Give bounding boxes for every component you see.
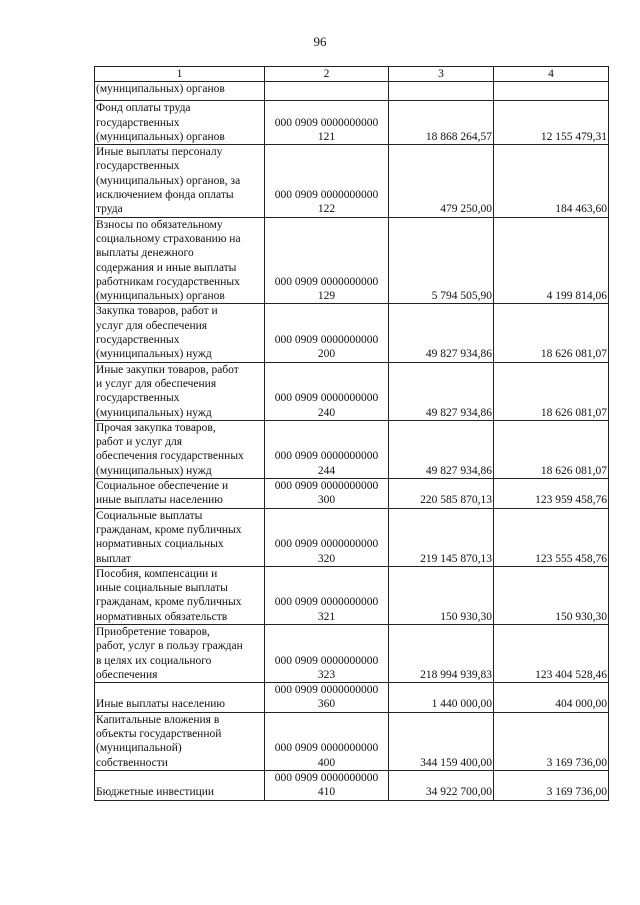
table-row bbox=[95, 624, 609, 682]
row-col4: 18 626 081,07 bbox=[494, 304, 609, 362]
row-col4: 18 626 081,07 bbox=[494, 362, 609, 420]
row-code: 000 0909 0000000000 240 bbox=[265, 362, 389, 420]
row-code: 000 0909 0000000000 323 bbox=[265, 624, 389, 682]
row-code: 000 0909 0000000000 121 bbox=[265, 101, 389, 145]
row-name: Фонд оплаты труда государственных (муниципальных) органов bbox=[95, 101, 265, 145]
row-code: 000 0909 0000000000 122 bbox=[265, 145, 389, 217]
row-col3: 49 827 934,86 bbox=[389, 304, 494, 362]
row-col4: 150 930,30 bbox=[494, 566, 609, 624]
row-code: 000 0909 0000000000 300 bbox=[265, 479, 389, 509]
table-row bbox=[95, 479, 609, 509]
row-col4: 12 155 479,31 bbox=[494, 101, 609, 145]
table-row bbox=[95, 420, 609, 478]
row-col3: 1 440 000,00 bbox=[389, 683, 494, 713]
row-col4: 4 199 814,06 bbox=[494, 217, 609, 304]
header-col-3: 3 bbox=[389, 67, 494, 82]
row-col4: 123 555 458,76 bbox=[494, 508, 609, 566]
row-code: 000 0909 0000000000 360 bbox=[265, 683, 389, 713]
table-row bbox=[95, 101, 609, 145]
row-col3: 218 994 939,83 bbox=[389, 624, 494, 682]
row-col3: 150 930,30 bbox=[389, 566, 494, 624]
row-col3: 49 827 934,86 bbox=[389, 420, 494, 478]
row-code: 000 0909 0000000000 244 bbox=[265, 420, 389, 478]
row-col4: 3 169 736,00 bbox=[494, 712, 609, 770]
row-name: Бюджетные инвестиции bbox=[95, 770, 265, 800]
row-col3: 219 145 870,13 bbox=[389, 508, 494, 566]
row-code: 000 0909 0000000000 400 bbox=[265, 712, 389, 770]
table-row bbox=[95, 683, 609, 713]
table-row bbox=[95, 304, 609, 362]
row-name: Капитальные вложения в объекты государственной (муниципальной) собственности bbox=[95, 712, 265, 770]
row-col4: 184 463,60 bbox=[494, 145, 609, 217]
row-col3: 5 794 505,90 bbox=[389, 217, 494, 304]
row-name: Социальные выплаты гражданам, кроме публичных нормативных социальных выплат bbox=[95, 508, 265, 566]
row-col4: 404 000,00 bbox=[494, 683, 609, 713]
header-row bbox=[95, 67, 609, 82]
row-code: 000 0909 0000000000 129 bbox=[265, 217, 389, 304]
row-code: 000 0909 0000000000 321 bbox=[265, 566, 389, 624]
row-name: Иные выплаты персоналу государственных (муниципальных) органов, за исключением фонда оплаты труда bbox=[95, 145, 265, 217]
row-col4: 123 959 458,76 bbox=[494, 479, 609, 509]
row-name: Прочая закупка товаров, работ и услуг для обеспечения государственных (муниципальных) нужд bbox=[95, 420, 265, 478]
continuation-text: (муниципальных) органов bbox=[95, 82, 265, 101]
table-row bbox=[95, 712, 609, 770]
header-col-4: 4 bbox=[494, 67, 609, 82]
row-col3: 479 250,00 bbox=[389, 145, 494, 217]
header-col-1: 1 bbox=[95, 67, 265, 82]
row-code: 000 0909 0000000000 320 bbox=[265, 508, 389, 566]
page-number: 96 bbox=[313, 34, 327, 49]
row-col4: 18 626 081,07 bbox=[494, 420, 609, 478]
table-row bbox=[95, 217, 609, 304]
table-row bbox=[95, 508, 609, 566]
row-name: Закупка товаров, работ и услуг для обеспечения государственных (муниципальных) нужд bbox=[95, 304, 265, 362]
row-name: Приобретение товаров, работ, услуг в пользу граждан в целях их социального обеспечения bbox=[95, 624, 265, 682]
table-row bbox=[95, 362, 609, 420]
table-row bbox=[95, 770, 609, 800]
table-row bbox=[95, 566, 609, 624]
row-col4: 3 169 736,00 bbox=[494, 770, 609, 800]
row-col3: 34 922 700,00 bbox=[389, 770, 494, 800]
row-code: 000 0909 0000000000 410 bbox=[265, 770, 389, 800]
row-col4: 123 404 528,46 bbox=[494, 624, 609, 682]
row-col3: 220 585 870,13 bbox=[389, 479, 494, 509]
row-col3: 344 159 400,00 bbox=[389, 712, 494, 770]
row-name: Взносы по обязательному социальному страхованию на выплаты денежного содержания и иные выплаты работникам государственных (муниципальных) органов bbox=[95, 217, 265, 304]
row-code: 000 0909 0000000000 200 bbox=[265, 304, 389, 362]
table-row bbox=[95, 145, 609, 217]
row-name: Иные закупки товаров, работ и услуг для обеспечения государственных (муниципальных) нужд bbox=[95, 362, 265, 420]
budget-table bbox=[94, 66, 609, 801]
row-name: Пособия, компенсации и иные социальные выплаты гражданам, кроме публичных нормативных обязательств bbox=[95, 566, 265, 624]
row-col3: 18 868 264,57 bbox=[389, 101, 494, 145]
row-col3: 49 827 934,86 bbox=[389, 362, 494, 420]
row-name: Иные выплаты населению bbox=[95, 683, 265, 713]
row-name: Социальное обеспечение и иные выплаты населению bbox=[95, 479, 265, 509]
header-col-2: 2 bbox=[265, 67, 389, 82]
continuation-row bbox=[95, 82, 609, 101]
